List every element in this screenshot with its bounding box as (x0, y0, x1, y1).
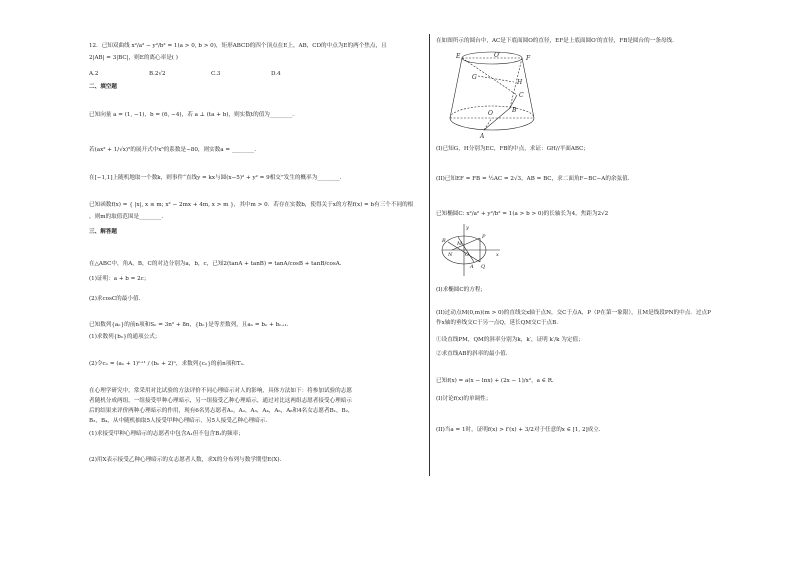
q22-part2: (II)当a = 1时，证明f(x) > f′(x) + 3/2对于任意的x ∈ [1, 2]成立. (436, 427, 601, 433)
ellipse-figure (440, 222, 502, 278)
q22-stem: 已知f(x) = a(x − lnx) + (2x − 1)/x²，a ∈ R. (436, 378, 554, 384)
q14: 若(ax² + 1/√x)⁵的展开式中x⁵的系数是−80，则实数a = ________. (89, 147, 256, 153)
q20-part1: (I)已知G，H分别为EC，FB的中点，求证：GH//平面ABC； (436, 146, 590, 152)
q19-line1: 在心理学研究中，常采用对比试验的方法评价不同心理暗示对人的影响，具体方法如下：将参加试验的志愿 (89, 388, 352, 394)
frustum-bottom-front (450, 118, 534, 130)
q22-part1: (I)讨论f(x)的单调性； (436, 396, 492, 402)
q20-stem: 在如图所示的圆台中，AC是下底面圆O的直径，EF是上底面圆O′的直径，FB是圆台的一条母线. (436, 38, 674, 44)
frustum-label-g: G (472, 74, 477, 81)
q19-line4: B₃，B₄，从中随机抽取5人接受甲种心理暗示，另5人接受乙种心理暗示. (89, 418, 268, 424)
q12-option-a: A.2 (89, 71, 99, 77)
section2-title: 二、填空题 (89, 84, 117, 90)
q16-line2: ，则m的取值范围是________. (89, 214, 164, 220)
column-divider (429, 34, 430, 476)
q17-stem: 在△ABC中，角A，B，C的对边分别为a，b，c，已知2(tanA + tanB) = tanA/cosB + tanB/cosA. (89, 261, 342, 267)
ellipse-label-p: P (482, 234, 486, 240)
frustum-label-o: O (488, 110, 493, 117)
q19-line3: 后的结果来评价两种心理暗示的作用，现有6名男志愿者A₁，A₂，A₃，A₄，A₅，A₆和4名女志愿者B₁，B₂， (89, 408, 354, 414)
q19-part2: (2)用X表示接受乙种心理暗示的女志愿者人数，求X的分布列与数学期望E(X). (89, 457, 282, 463)
q12-line1: 12．已知双曲线 x²/a² − y²/b² = 1(a > 0, b > 0)，矩形ABCD的四个顶点在E上，AB，CD的中点为E的两个焦点，且 (89, 43, 387, 49)
q16-line1: 已知函数f(x) = { |x|, x ≤ m; x² − 2mx + 4m, x > m }，其中m > 0．若存在实数b，使得关于x的方程f(x) = b有三个不同的根 (89, 202, 414, 208)
q13: 已知向量 a = (1, −1)，b = (6, −4)，若 a ⊥ (ta + b)，则实数t的值为________. (89, 112, 295, 118)
ellipse-label-q: Q (481, 264, 486, 270)
q19-part1: (1)求接受甲种心理暗示的志愿者中包含A₁但不包含B₁的频率； (89, 431, 244, 437)
q21-part1: (I)求椭圆C的方程； (436, 287, 487, 293)
q21-sub1: ①设直线PM，QM的斜率分别为k，k′，证明 k′/k 为定值； (436, 337, 584, 343)
q18-stem: 已知数列{aₙ}的前n项和Sₙ = 3n² + 8n，{bₙ}是等差数列，且aₙ = bₙ + bₙ₊₁. (89, 322, 289, 328)
ellipse-label-a: A (470, 264, 474, 270)
q18-part1: (1)求数列{bₙ}的通项公式； (89, 334, 161, 340)
q15: 在[−1,1]上随机地取一个数k，则事件“直线y = kx与圆(x−5)² + y² = 9相交”发生的概率为________. (89, 175, 342, 181)
ellipse-label-n: N (448, 252, 453, 258)
frustum-label-a: A (480, 133, 485, 140)
q17-part2: (2)求cosC的最小值. (89, 296, 141, 302)
q12-line2: 2|AB| = 3|BC|，则E的离心率是( ) (89, 55, 178, 61)
q12-option-d: D.4 (271, 71, 281, 77)
frustum-label-h: H (517, 79, 523, 86)
q12-option-b: B.2√2 (149, 71, 166, 77)
q20-part2: (II)已知EF = FB = ½AC = 2√3，AB = BC，求二面角F−BC−A的余弦值. (436, 176, 630, 182)
frustum-label-f: F (526, 55, 531, 62)
q17-part1: (1)证明：a + b = 2c； (89, 276, 150, 282)
section3-title: 三、解答题 (89, 229, 117, 235)
ellipse-label-m: M (457, 241, 463, 247)
frustum-label-b: B (512, 107, 517, 114)
frustum-label-oprime: O′ (494, 52, 501, 59)
q19-line2: 者随机分成两组，一组接受甲种心理暗示，另一组接受乙种心理暗示，通过对比这两组志愿者接受心理暗示 (89, 398, 352, 404)
q12-option-c: C.3 (211, 71, 221, 77)
q21-part2-line1: (II)过动点M(0,m)(m > 0)的直线交x轴于点N，交C于点A，P（P在第一象限），且M是线段PN的中点．过点P (436, 310, 711, 316)
ellipse-label-y: y (466, 225, 469, 231)
frustum-label-e: E (456, 53, 461, 60)
frustum-figure (442, 48, 538, 140)
q21-sub2: ②求直线AB的斜率的最小值. (436, 351, 508, 357)
q21-part2-line2: 作x轴的垂线交C于另一点Q，延长QM交C于点B. (436, 320, 559, 326)
ellipse-label-b: B (442, 238, 446, 244)
frustum-label-c: C (519, 92, 524, 99)
ellipse-label-o: O (465, 252, 470, 258)
q18-part2: (2)令cₙ = (aₙ + 1)ⁿ⁺¹ / (bₙ + 2)ⁿ，求数列{cₙ}的前n项和Tₙ. (89, 361, 245, 367)
q21-stem: 已知椭圆C: x²/a² + y²/b² = 1(a > b > 0)的长轴长为4，焦距为2√2 (436, 211, 609, 217)
ellipse-label-x: x (496, 252, 499, 258)
